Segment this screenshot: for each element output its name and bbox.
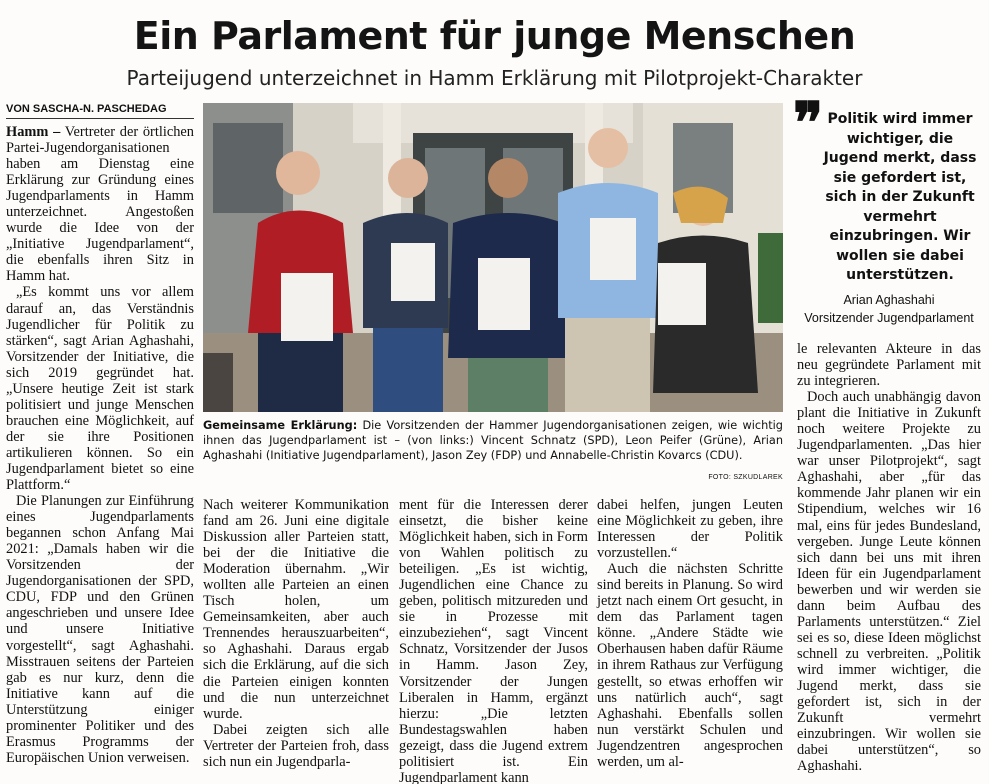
paragraph: Die Planungen zur Einführung eines Jugendparlaments begannen schon Anfang Mai 2021: „Damals haben wir die Vorsitzenden der Jugendorganisationen der SPD, CDU, FDP und den Grünen angeschrieben und unsere Idee und unsere Initiative vorgestellt“, sagt Aghashahi. Misstrauen seitens der Parteien gab es nur kurz, denn die Initiative kann auf die Unterstützung einiger prominenter Politiker und des Erasmus Programms der Europäischen Union verweisen. — [6, 493, 194, 766]
quote-mark-icon: ❞ — [793, 90, 824, 156]
paragraph: Nach weiterer Kommunikation fand am 26. Juni eine digitale Diskussion aller Parteien statt, bei der die Initiative die Moderation übernahm. „Wir wollten alle Parteien an einen Tisch holen, um Gemeinsamkeiten, aber auch Trennendes herauszuarbeiten“, so Aghashahi. Daraus ergab sich die Erklärung, auf die sich die Parteien einigen konnten und die nun unterzeichnet wurde. — [203, 497, 389, 722]
article-column-1 — [6, 124, 194, 766]
paragraph: Doch auch unabhängig davon plant die Initiative in Zukunft noch weitere Projekte zu Jugendparlamenten. „Das hier war unser Pilotprojekt“, sagt Aghashahi, aber „für das kommende Jahr planen wir ein Stipendium, welches wir 16 mal, eins für jedes Bundesland, vergeben. Junge Leute können sich dann bei uns mit ihren Ideen für ein Jugendparlament bewerben und wir werden sie dann beim Aufbau des Parlaments unterstützen.“ Ziel sei es so, diese Ideen möglichst schnell zu verbreiten. „Politik wird immer wichtiger, die Jugend merkt, dass sie gefordert ist, sich in der Zukunft vermehrt einzubringen. Wir wollen sie dabei unterstützen“, so Aghashahi. — [797, 389, 981, 775]
pull-quote-text: Politik wird immer wichtiger, die Jugend merkt, dass sie gefordert ist, sich in der Zukunft vermehrt einzubringen. Wir wollen sie dabei unterstützen. — [823, 111, 977, 283]
pull-quote — [800, 110, 982, 286]
quote-author-role: Vorsitzender Jugendparlament — [804, 311, 974, 325]
paragraph: le relevanten Akteure in das neu gegründete Parlament mit zu integrieren. — [797, 341, 981, 390]
paragraph: „Es kommt uns vor allem darauf an, das Verständnis Jugendlicher für Politik zu stärken“, sagt Arian Aghashahi, Vorsitzender der Initiative, die sich 2019 gegründet hat. „Unsere heutige Zeit ist stark politisiert und junge Menschen brauchen eine Möglichkeit, auf der sie ihre Positionen artikulieren können. So ein Jugendparlament bietet so eine Plattform.“ — [6, 284, 194, 494]
paragraph: ment für die Interessen derer einsetzt, die bisher keine Möglichkeit haben, sich in Form von Wahlen politisch zu beteiligen. „Es ist wichtig, Jugendlichen eine Chance zu geben, politisch mitzureden und sie in Prozesse mit einzubeziehen“, sagt Vincent Schnatz, Vorsitzender der Jusos in Hamm. Jason Zey, Vorsitzender der Jungen Liberalen in Hamm, ergänzt hierzu: „Die letzten Bundestagswahlen haben gezeigt, dass die Jugend extrem politisiert ist. Ein Jugendparlament kann — [399, 497, 588, 784]
subheadline: Parteijugend unterzeichnet in Hamm Erklärung mit Pilotprojekt-Charakter — [126, 66, 863, 90]
caption-lead: Gemeinsame Erklärung: — [203, 419, 358, 432]
article-photo — [203, 103, 783, 412]
paragraph — [6, 124, 194, 284]
dateline: Hamm – — [6, 124, 61, 140]
article-column-3 — [399, 497, 588, 784]
paragraph: Dabei zeigten sich alle Vertreter der Parteien froh, dass sich nun ein Jugendparla- — [203, 721, 389, 770]
article-column-4 — [597, 497, 783, 770]
paragraph-text: Vertreter der örtlichen Partei-Jugendorganisationen haben am Dienstag eine Erklärung zur Gründung eines Jugendparlaments in Hamm unterzeichnet. Angestoßen wurde die Idee von der „Initiative Jugendparlament“, die ebenfalls ihren Sitz in Hamm hat. — [6, 124, 194, 285]
photo-credit: FOTO: SZKUDLAREK — [708, 474, 783, 481]
photo-caption — [203, 418, 783, 463]
article-column-2 — [203, 497, 389, 770]
paragraph: dabei helfen, jungen Leuten eine Möglichkeit zu geben, ihre Interessen der Politik vorzustellen.“ — [597, 497, 783, 562]
group-photo-illustration — [203, 103, 783, 412]
quote-author-name: Arian Aghashahi — [843, 293, 935, 307]
caption-text: Die Vorsitzenden der Hammer Jugendorganisationen zeigen, wie wichtig ihnen das Jugendparlament ist – (von links:) Vincent Schnatz (SPD), Leon Peifer (Grüne), Arian Aghashahi (Initiative Jugendparlament), Jason Zey (FDP) und Annabelle-Christin Kovarcs (CDU). — [203, 419, 783, 462]
byline: VON SASCHA-N. PASCHEDAG — [6, 103, 194, 119]
headline: Ein Parlament für junge Menschen — [133, 14, 856, 58]
article-column-5 — [797, 341, 981, 774]
paragraph: Auch die nächsten Schritte sind bereits in Planung. So wird jetzt nach einem Ort gesucht, in dem das Parlament tagen könne. „Andere Städte wie Oberhausen haben dafür Räume in ihrem Rathaus zur Verfügung gestellt, so etwas erhoffen wir uns natürlich auch“, sagt Aghashahi. Ebenfalls sollen nun verstärkt Schulen und Jugendzentren angesprochen werden, um al- — [597, 561, 783, 770]
